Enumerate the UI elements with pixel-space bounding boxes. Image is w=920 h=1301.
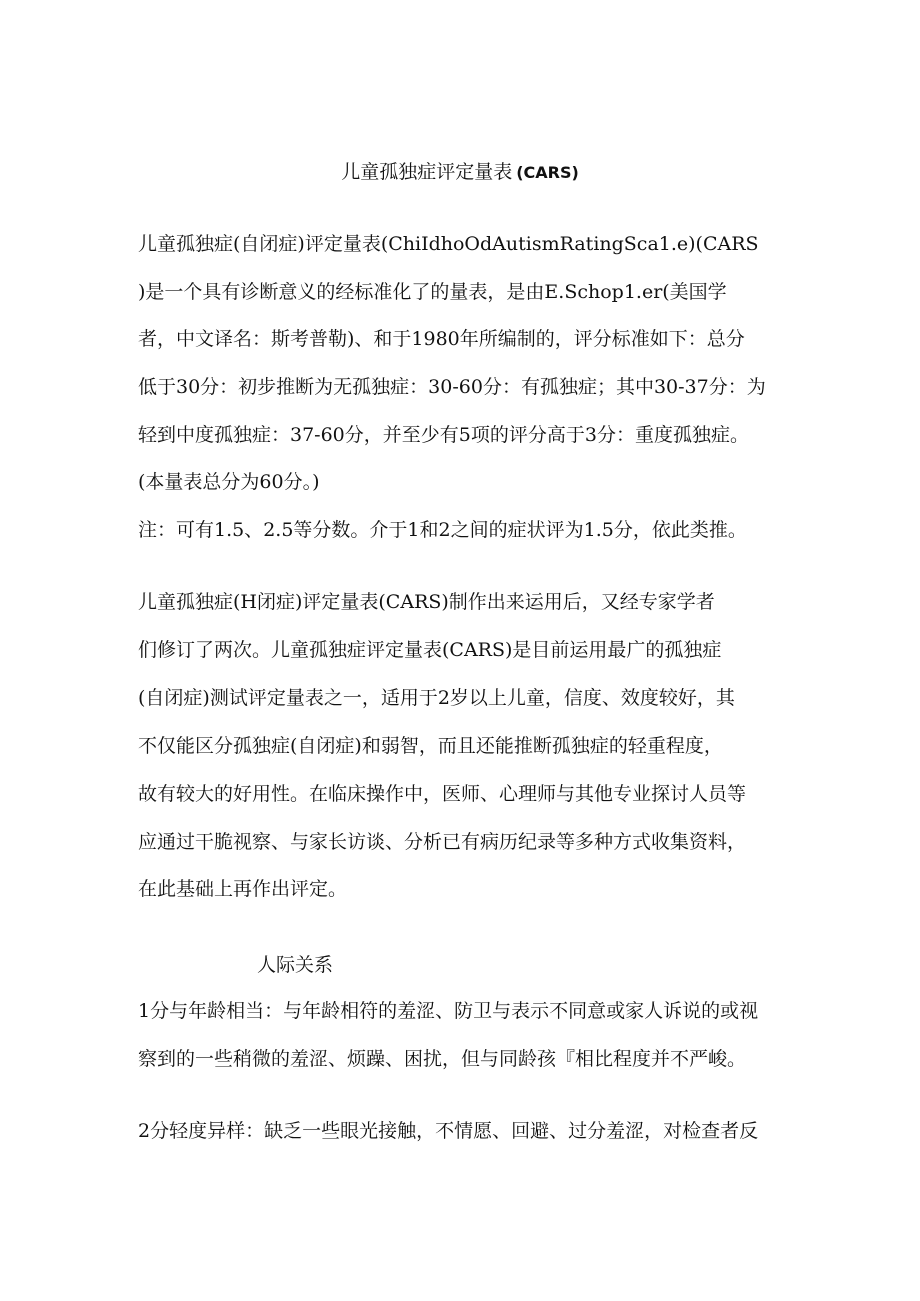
intro-line: (本量表总分为60分。) <box>138 471 320 493</box>
intro-line: 低于30分：初步推断为无孤独症：30-60分：有孤独症；其中30-37分：为 <box>138 376 766 398</box>
title-acronym: (CARS) <box>516 163 579 182</box>
paragraph-line: 们修订了两次。儿童孤独症评定量表(CARS)是目前运用最广的孤独症 <box>138 639 722 661</box>
section-heading: 人际关系 <box>257 954 334 976</box>
intro-line: 者，中文译名：斯考普勒)、和于1980年所编制的，评分标准如下：总分 <box>138 328 745 350</box>
note-line: 注：可有1.5、2.5等分数。介于1和2之间的症状评为1.5分，依此类推。 <box>138 519 747 541</box>
item-line: 1分与年龄相当：与年龄相符的羞涩、防卫与表示不同意或家人诉说的或视 <box>138 1000 759 1022</box>
intro-line: )是一个具有诊断意义的经标准化了的量表，是由E.Schop1.er(美国学 <box>138 281 727 303</box>
paragraph-line: 故有较大的好用性。在临床操作中，医师、心理师与其他专业探讨人员等 <box>138 783 747 805</box>
item-line: 2分轻度异样：缺乏一些眼光接触，不情愿、回避、过分羞涩，对检查者反 <box>138 1120 759 1142</box>
paragraph-line: 在此基础上再作出评定。 <box>138 878 348 900</box>
item-line: 察到的一些稍微的羞涩、烦躁、困扰，但与同龄孩『相比程度并不严峻。 <box>138 1048 747 1070</box>
paragraph-line: 儿童孤独症(H闭症)评定量表(CARS)制作出来运用后，又经专家学者 <box>138 591 715 613</box>
paragraph-line: (自闭症)测试评定量表之一，适用于2岁以上儿童，信度、效度较好，其 <box>138 687 735 709</box>
paragraph-line: 应通过干脆视察、与家长访谈、分析已有病历纪录等多种方式收集资料， <box>138 831 747 853</box>
title-text: 儿童孤独症评定量表 <box>341 161 513 183</box>
document-title <box>0 158 920 187</box>
intro-line: 轻到中度孤独症：37-60分，并至少有5项的评分高于3分：重度孤独症。 <box>138 424 749 446</box>
paragraph-line: 不仅能区分孤独症(自闭症)和弱智，而且还能推断孤独症的轻重程度， <box>138 735 723 757</box>
intro-line: 儿童孤独症(自闭症)评定量表(ChiIdhoOdAutismRatingSca1.e)(CARS <box>138 233 759 255</box>
